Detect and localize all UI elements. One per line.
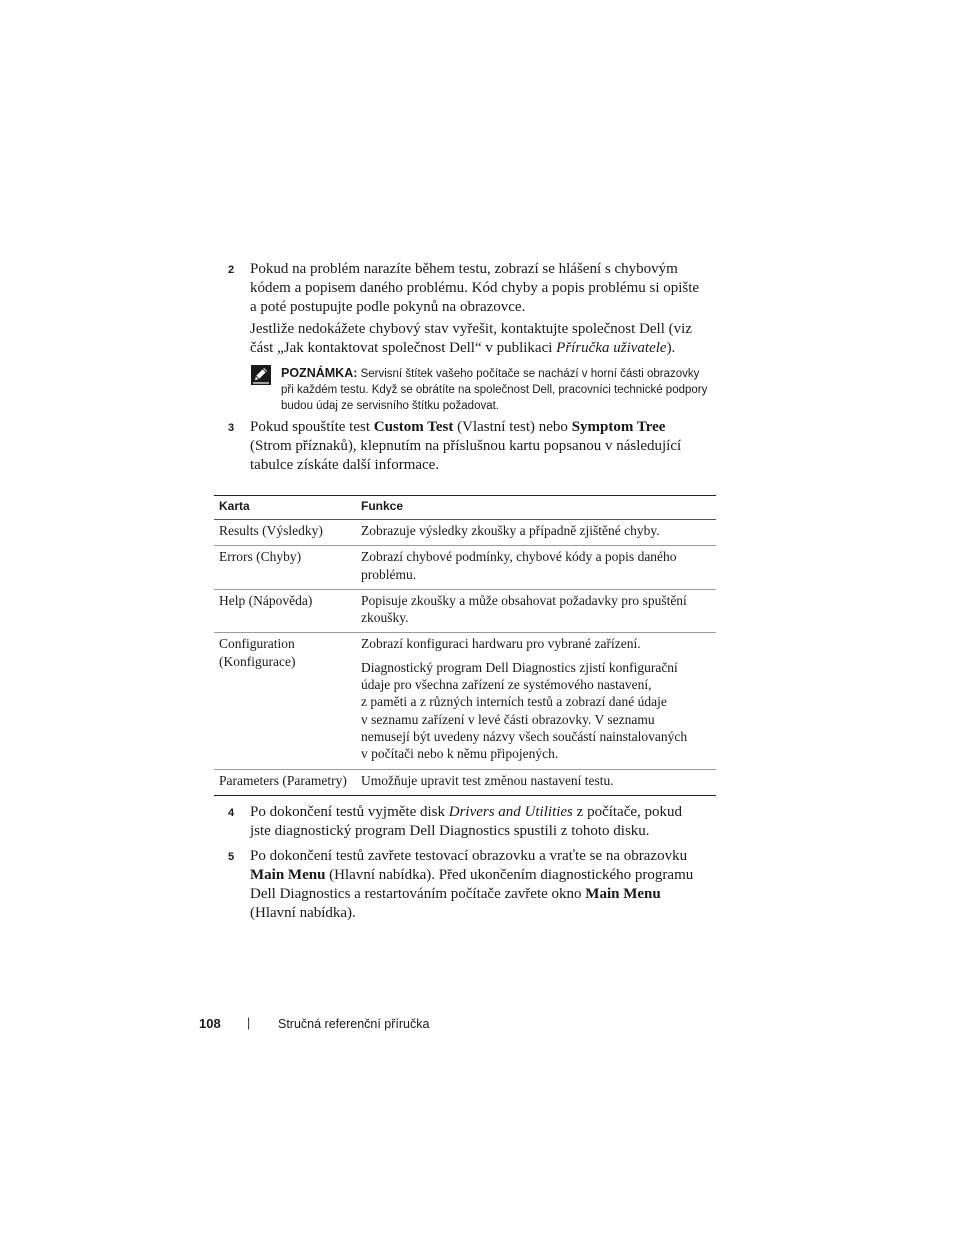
description-cell	[356, 546, 716, 590]
tab-name: (Konfigurace)	[219, 653, 296, 669]
text-run: ).	[666, 340, 676, 356]
text-run: Pokud spouštíte test	[250, 419, 374, 435]
header-funkce: Funkce	[356, 496, 716, 520]
note-line: budou údaj ze servisního štítku požadovat.	[281, 400, 500, 412]
note-label: POZNÁMKA:	[281, 366, 358, 380]
description-paragraph	[361, 522, 711, 539]
text-run: Po dokončení testů vyjměte disk	[250, 804, 449, 820]
step-number-2: 2	[228, 264, 235, 276]
note-text: Servisní štítek vašeho počítače se nachází v horní části obrazovky	[357, 368, 700, 380]
text-run: z počítače, pokud	[572, 804, 683, 820]
step-number-4: 4	[228, 807, 235, 819]
step-4-line: jste diagnostický program Dell Diagnostics spustili z tohoto disku.	[250, 823, 650, 839]
step-2-paragraph-1	[250, 260, 699, 317]
symptom-tree-term: Symptom Tree	[571, 419, 666, 435]
note-box	[281, 365, 707, 414]
step-5-line	[250, 885, 693, 904]
step-number-3: 3	[228, 422, 235, 434]
tab-cell	[214, 769, 356, 795]
description-line: Umožňuje upravit test změnou nastavení testu.	[361, 772, 614, 788]
text-run: část „Jak kontaktovat společnost Dell“ v publikaci	[250, 340, 557, 356]
step-3-line: (Strom příznaků), klepnutím na příslušnou kartu popsanou v následující	[250, 438, 682, 454]
tab-name: Results (Výsledky)	[219, 523, 323, 538]
step-2-line: kódem a popisem daného problému. Kód chyby a popis problému si opište	[250, 280, 700, 296]
step-5-line	[250, 866, 693, 885]
table-row	[214, 633, 716, 769]
description-line: Zobrazí chybové podmínky, chybové kódy a popis daného	[361, 549, 677, 565]
description-cell	[356, 520, 716, 546]
description-line: zkoušky.	[361, 610, 409, 626]
publication-title: Příručka uživatele	[556, 340, 667, 356]
header-karta: Karta	[214, 496, 356, 520]
note-pencil-icon	[251, 365, 271, 385]
table-row	[214, 589, 716, 633]
tab-name: Configuration	[219, 636, 295, 652]
description-line: Popisuje zkoušky a může obsahovat požadavky pro spuštění	[361, 592, 687, 608]
page-number: 108	[199, 1016, 221, 1031]
step-3-paragraph	[250, 418, 681, 475]
table-row	[214, 546, 716, 590]
disk-name: Drivers and Utilities	[448, 804, 573, 820]
tab-cell	[214, 546, 356, 590]
step-2-line: Jestliže nedokážete chybový stav vyřešit, kontaktujte společnost Dell (viz	[250, 321, 692, 337]
footer-separator: |	[247, 1016, 251, 1030]
tabs-table	[214, 495, 716, 796]
note-line: při každém testu. Když se obrátíte na společnost Dell, pracovníci technické podpory	[281, 384, 708, 396]
description-paragraph	[361, 772, 711, 789]
tab-name: Help (Nápověda)	[219, 592, 313, 608]
step-4-line	[250, 803, 682, 822]
description-line: Zobrazí konfiguraci hardwaru pro vybrané zařízení.	[361, 636, 641, 652]
tab-name: Parameters (Parametry)	[219, 772, 347, 788]
tab-name: Errors (Chyby)	[219, 549, 302, 565]
step-5-line: Po dokončení testů zavřete testovací obrazovku a vraťte se na obrazovku	[250, 848, 688, 864]
footer-title: Stručná referenční příručka	[278, 1017, 430, 1031]
step-3-line	[250, 418, 681, 437]
tab-cell	[214, 589, 356, 633]
step-2-line: a poté postupujte podle pokynů na obrazovce.	[250, 299, 526, 315]
text-run: (Hlavní nabídka). Před ukončením diagnostického programu	[325, 867, 694, 883]
description-line: z paměti a z různých interních testů a zobrazí dané údaje	[361, 694, 667, 710]
custom-test-term: Custom Test	[373, 419, 454, 435]
description-cell	[356, 769, 716, 795]
step-number-5: 5	[228, 851, 235, 863]
description-cell	[356, 589, 716, 633]
description-line: Zobrazuje výsledky zkoušky a případně zjištěné chyby.	[361, 523, 660, 538]
step-5-line: (Hlavní nabídka).	[250, 905, 356, 921]
note-line	[281, 365, 707, 382]
step-2-line: Pokud na problém narazíte během testu, zobrazí se hlášení s chybovým	[250, 261, 678, 277]
description-cell	[356, 633, 716, 769]
description-line: údaje pro všechna zařízení ze systémového nastavení,	[361, 677, 652, 693]
table-row	[214, 520, 716, 546]
description-paragraph	[361, 592, 711, 627]
description-line: v počítači nebo k němu připojených.	[361, 746, 559, 762]
main-menu-term: Main Menu	[250, 867, 326, 883]
description-paragraph	[361, 659, 711, 763]
table-row	[214, 769, 716, 795]
tab-cell	[214, 633, 356, 769]
step-2-paragraph-2	[250, 320, 692, 358]
main-menu-term: Main Menu	[585, 886, 661, 902]
table-header-row	[214, 496, 716, 520]
description-line: v seznamu zařízení v levé části obrazovky. V seznamu	[361, 711, 655, 727]
description-line: Diagnostický program Dell Diagnostics zjistí konfigurační	[361, 659, 678, 675]
description-paragraph	[361, 635, 711, 652]
step-4-paragraph	[250, 803, 682, 841]
description-line: nemusejí být uvedeny názvy všech součástí nainstalovaných	[361, 728, 688, 744]
step-2-line	[250, 339, 692, 358]
description-paragraph	[361, 548, 711, 583]
text-run: Dell Diagnostics a restartováním počítače zavřete okno	[250, 886, 586, 902]
step-3-line: tabulce získáte další informace.	[250, 457, 440, 473]
description-line: problému.	[361, 566, 417, 582]
tab-cell	[214, 520, 356, 546]
text-run: (Vlastní test) nebo	[453, 419, 572, 435]
step-5-paragraph	[250, 847, 693, 923]
